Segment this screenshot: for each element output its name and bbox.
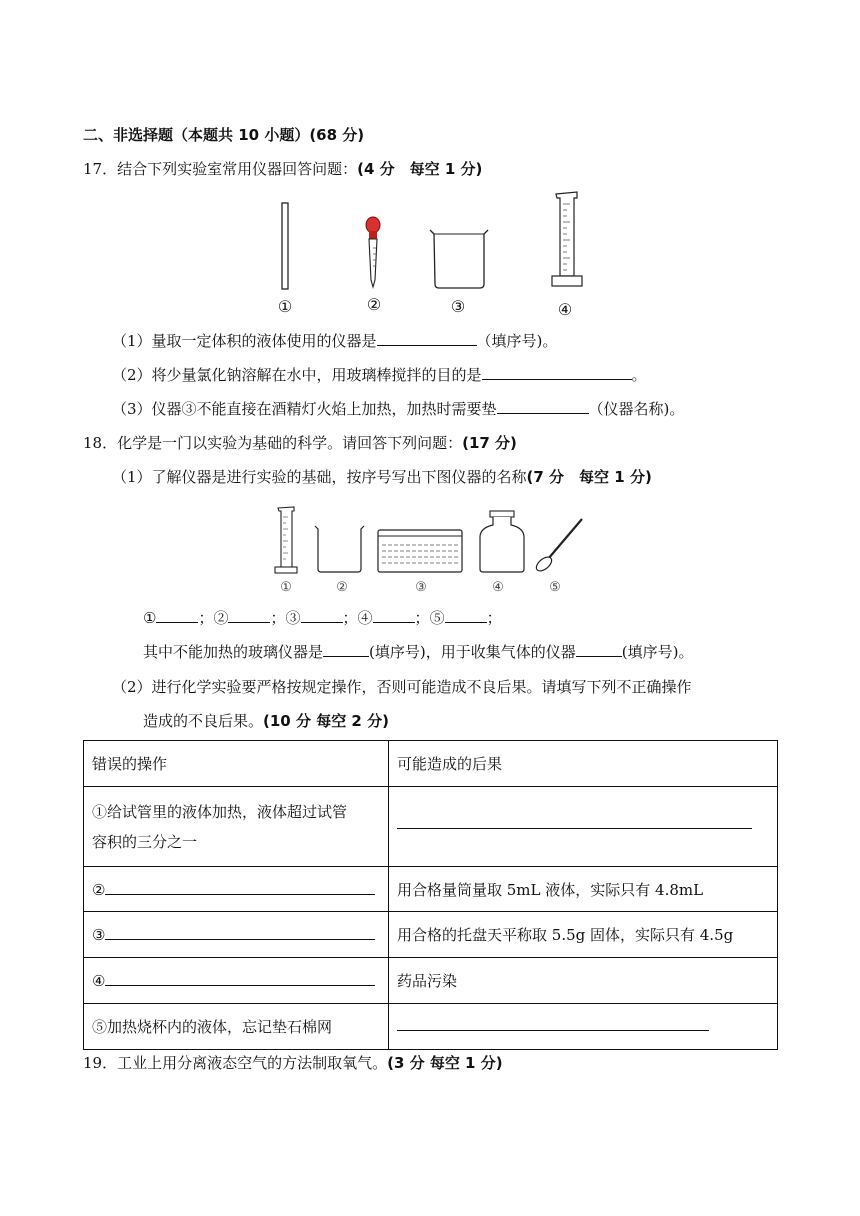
- dropper-icon: [366, 217, 380, 287]
- answer-blank-4[interactable]: [373, 608, 415, 623]
- gas-bottle-icon: [480, 511, 524, 572]
- row1-operation: [84, 787, 389, 867]
- glass-rod-icon: [282, 203, 288, 289]
- q17-sub1-suffix: （填序号)。: [476, 332, 558, 350]
- row1-op-line1: ①给试管里的液体加热，液体超过试管: [92, 802, 348, 821]
- q18-sub1-text: （1）了解仪器是进行实验的基础，按序号写出下图仪器的名称: [112, 468, 527, 486]
- row3-operation: [84, 912, 389, 958]
- q17-sub3-suffix: （仪器名称)。: [588, 400, 685, 418]
- table-row: [84, 1004, 778, 1050]
- row2-result: 用合格量筒量取 5mL 液体，实际只有 4.8mL: [389, 867, 778, 912]
- header-possible-result: 可能造成的后果: [389, 741, 778, 787]
- row2-prefix: ②: [92, 880, 106, 899]
- q19-stem: 19．工业上用分离液态空气的方法制取氧气。: [83, 1054, 388, 1072]
- q18-stem-line: [83, 432, 517, 453]
- operations-table: [83, 740, 778, 1050]
- answer-blank-5[interactable]: [445, 608, 487, 623]
- q17-fig-label-1: ①: [277, 297, 293, 316]
- q18-fig-label-4: ④: [492, 580, 504, 595]
- table-row: [84, 867, 778, 912]
- q18-fig-label-5: ⑤: [549, 580, 561, 595]
- row4-operation: [84, 958, 389, 1004]
- answer-blank-1[interactable]: [156, 608, 198, 623]
- q17-score: (4 分 每空 1 分): [357, 160, 483, 178]
- q18-fig-label-2: ②: [336, 580, 348, 595]
- graduated-cylinder-icon: [275, 507, 297, 573]
- q18-fig-label-1: ①: [280, 580, 292, 595]
- semicolon-4: ；: [414, 609, 430, 627]
- semicolon-2: ；: [270, 609, 286, 627]
- row4-op-blank[interactable]: [105, 971, 375, 986]
- row2-operation: [84, 867, 389, 912]
- q17-sub2-suffix: 。: [631, 366, 647, 384]
- table-row: [84, 958, 778, 1004]
- q17-sub3: [112, 398, 684, 419]
- row4-prefix: ④: [92, 972, 106, 990]
- answer-label-5: ⑤: [429, 609, 445, 627]
- q17-sub1: [112, 330, 557, 351]
- q17-sub3-blank[interactable]: [497, 399, 589, 414]
- answer-label-2: ②: [213, 609, 229, 627]
- row1-result-blank[interactable]: [397, 828, 752, 829]
- q18-answer-line: [143, 607, 502, 628]
- row1-result-cell: [389, 787, 778, 867]
- answer-label-1: ①: [143, 609, 157, 627]
- graduated-cylinder-icon: [552, 192, 582, 286]
- row5-operation: ⑤加热烧杯内的液体，忘记垫石棉网: [84, 1004, 389, 1050]
- q19-stem-line: [83, 1052, 503, 1073]
- q18-sub2-text1: （2）进行化学实验要严格按规定操作，否则可能造成不良后果。请填写下列不正确操作: [112, 678, 692, 696]
- water-trough-icon: [378, 530, 462, 572]
- q18-sub2-text2: 造成的不良后果。: [143, 712, 264, 730]
- row3-op-blank[interactable]: [105, 925, 375, 940]
- q17-instrument-figure: [260, 188, 600, 293]
- q18-fig-label-3: ③: [415, 580, 427, 595]
- q18-gas-blank[interactable]: [576, 642, 622, 657]
- beaker-icon: [430, 230, 488, 288]
- q17-fig-label-2: ②: [366, 295, 382, 314]
- q18-line2-c: (填序号)。: [621, 643, 694, 661]
- section-title: 二、非选择题（本题共 10 小题）(68 分): [83, 126, 365, 144]
- q17-sub2: [112, 364, 647, 385]
- q17-sub1-blank[interactable]: [377, 331, 477, 346]
- answer-blank-3[interactable]: [301, 608, 343, 623]
- semicolon-1: ；: [198, 609, 214, 627]
- q19-score: (3 分 每空 1 分): [387, 1054, 503, 1072]
- q18-nonheat-blank[interactable]: [323, 642, 369, 657]
- q18-line2-b: (填序号)，用于收集气体的仪器: [369, 643, 576, 661]
- table-row: [84, 912, 778, 958]
- row2-op-blank[interactable]: [105, 880, 375, 895]
- semicolon-3: ；: [342, 609, 358, 627]
- row3-result: 用合格的托盘天平称取 5.5g 固体，实际只有 4.5g: [389, 912, 778, 958]
- answer-label-3: ③: [285, 609, 301, 627]
- q18-sub1: [112, 466, 652, 487]
- q18-sub2-score: (10 分 每空 2 分): [263, 712, 389, 730]
- q18-score: (17 分): [462, 434, 517, 452]
- q18-sub1-score: (7 分 每空 1 分): [526, 468, 652, 486]
- q18-stem: 18．化学是一门以实验为基础的科学。请回答下列问题：: [83, 434, 463, 452]
- q17-sub1-prefix: （1）量取一定体积的液体使用的仪器是: [112, 332, 377, 350]
- q18-line2: [143, 641, 693, 662]
- answer-blank-2[interactable]: [228, 608, 270, 623]
- q17-stem-line: [83, 158, 482, 179]
- q17-sub2-blank[interactable]: [482, 365, 632, 380]
- q17-sub2-prefix: （2）将少量氯化钠溶解在水中，用玻璃棒搅拌的目的是: [112, 366, 482, 384]
- answer-label-4: ④: [357, 609, 373, 627]
- q18-line2-a: 其中不能加热的玻璃仪器是: [143, 643, 324, 661]
- q17-sub3-prefix: （3）仪器③不能直接在酒精灯火焰上加热，加热时需要垫: [112, 400, 497, 418]
- table-row: [84, 787, 778, 867]
- beaker-icon: [315, 526, 364, 572]
- q18-sub2-line1: [112, 676, 692, 697]
- row1-op-line2: 容积的三分之一: [92, 832, 198, 851]
- row5-result-cell: [389, 1004, 778, 1050]
- row4-result: 药品污染: [389, 958, 778, 1004]
- q17-stem: 17．结合下列实验室常用仪器回答问题：: [83, 160, 358, 178]
- row3-prefix: ③: [92, 926, 106, 944]
- semicolon-5: ；: [486, 609, 502, 627]
- table-header-row: [84, 741, 778, 787]
- spoon-icon: [534, 519, 582, 574]
- q17-fig-label-3: ③: [450, 297, 466, 316]
- row5-result-blank[interactable]: [397, 1030, 709, 1031]
- header-wrong-operation: 错误的操作: [84, 741, 389, 787]
- q18-instrument-figure: [270, 505, 600, 580]
- q18-sub2-line2: [143, 710, 389, 731]
- q17-fig-label-4: ④: [557, 300, 573, 319]
